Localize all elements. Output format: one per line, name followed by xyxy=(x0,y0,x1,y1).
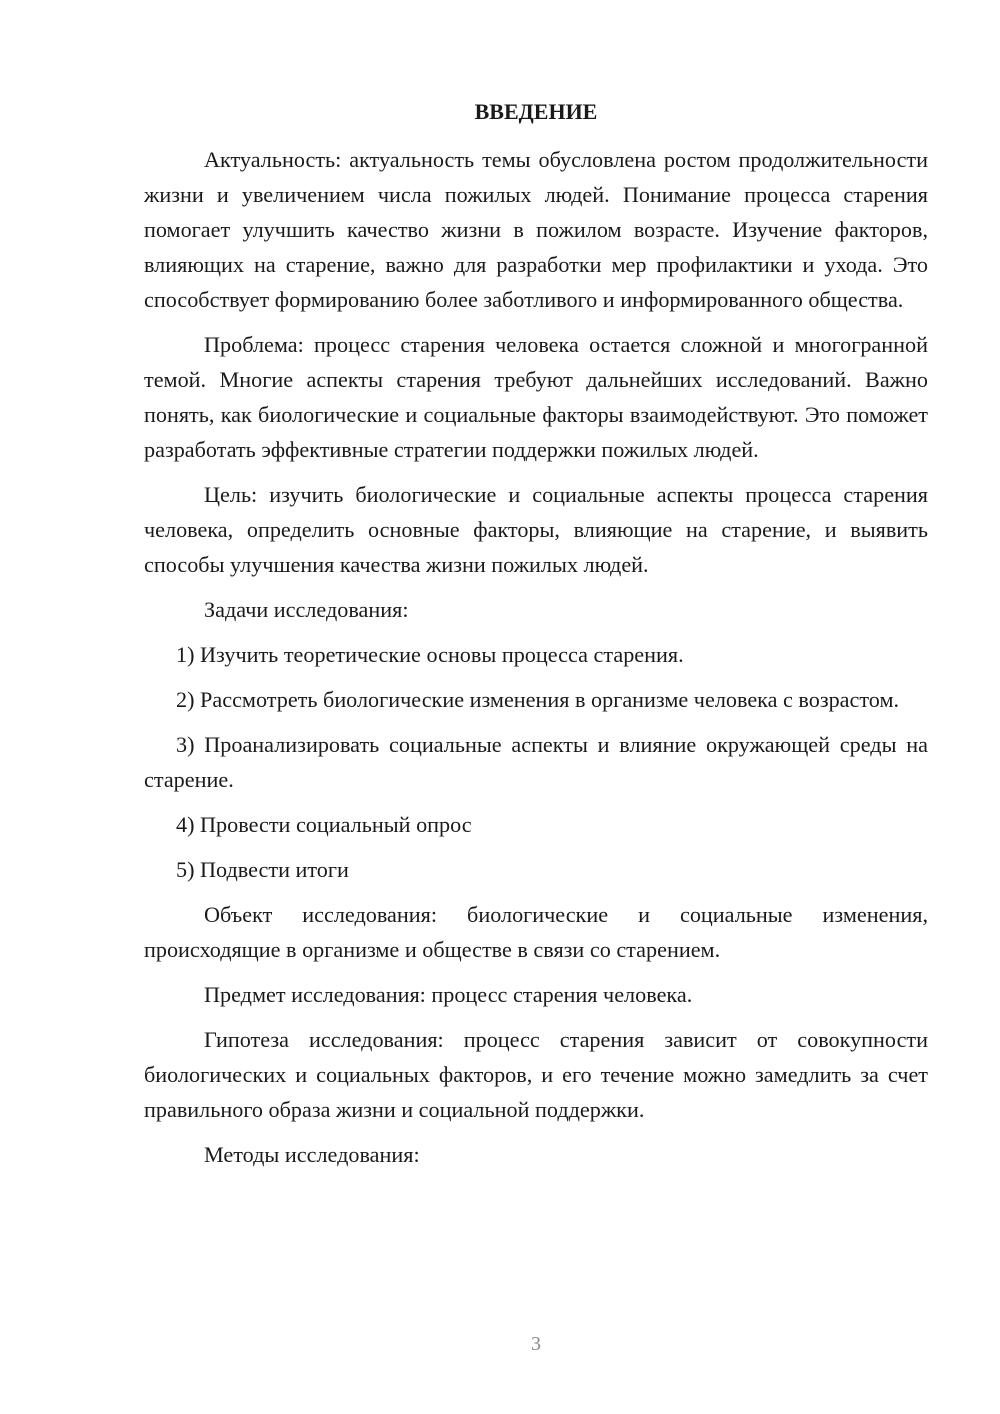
task-item-1: 1) Изучить теоретические основы процесса старения. xyxy=(176,642,684,667)
task-item-5: 5) Подвести итоги xyxy=(176,857,349,882)
task-item-3: 3) Проанализировать социальные аспекты и влияние окружающей среды на старение. xyxy=(144,732,928,792)
paragraph-object: Объект исследования: биологические и социальные изменения, происходящие в организме и обществе в связи со старением. xyxy=(144,902,928,962)
task-item-4: 4) Провести социальный опрос xyxy=(176,812,472,837)
paragraph-tasks-heading: Задачи исследования: xyxy=(204,597,409,622)
paragraph-problem: Проблема: процесс старения человека остается сложной и многогранной темой. Многие аспекты старения требуют дальнейших исследований. Важно понять, как биологические и социальные факторы взаимодействуют. Это поможет разработать эффективные стратегии поддержки пожилых людей. xyxy=(144,332,928,462)
paragraph-hypothesis: Гипотеза исследования: процесс старения зависит от совокупности биологических и социальных факторов, и его течение можно замедлить за счет правильного образа жизни и социальной поддержки. xyxy=(144,1027,928,1122)
paragraph-methods: Методы исследования: xyxy=(204,1142,420,1167)
page-number: 3 xyxy=(531,1333,541,1355)
paragraph-subject: Предмет исследования: процесс старения человека. xyxy=(204,982,693,1007)
page-title: ВВЕДЕНИЕ xyxy=(474,99,598,124)
task-item-2: 2) Рассмотреть биологические изменения в организме человека с возрастом. xyxy=(176,687,900,712)
paragraph-goal: Цель: изучить биологические и социальные аспекты процесса старения человека, определить основные факторы, влияющие на старение, и выявить способы улучшения качества жизни пожилых людей. xyxy=(144,482,928,577)
paragraph-relevance: Актуальность: актуальность темы обусловлена ростом продолжительности жизни и увеличением числа пожилых людей. Понимание процесса старения помогает улучшить качество жизни в пожилом возрасте. Изучение факторов, влияющих на старение, важно для разработки мер профилактики и ухода. Это способствует формированию более заботливого и информированного общества. xyxy=(144,147,928,312)
document-body xyxy=(144,142,928,1182)
